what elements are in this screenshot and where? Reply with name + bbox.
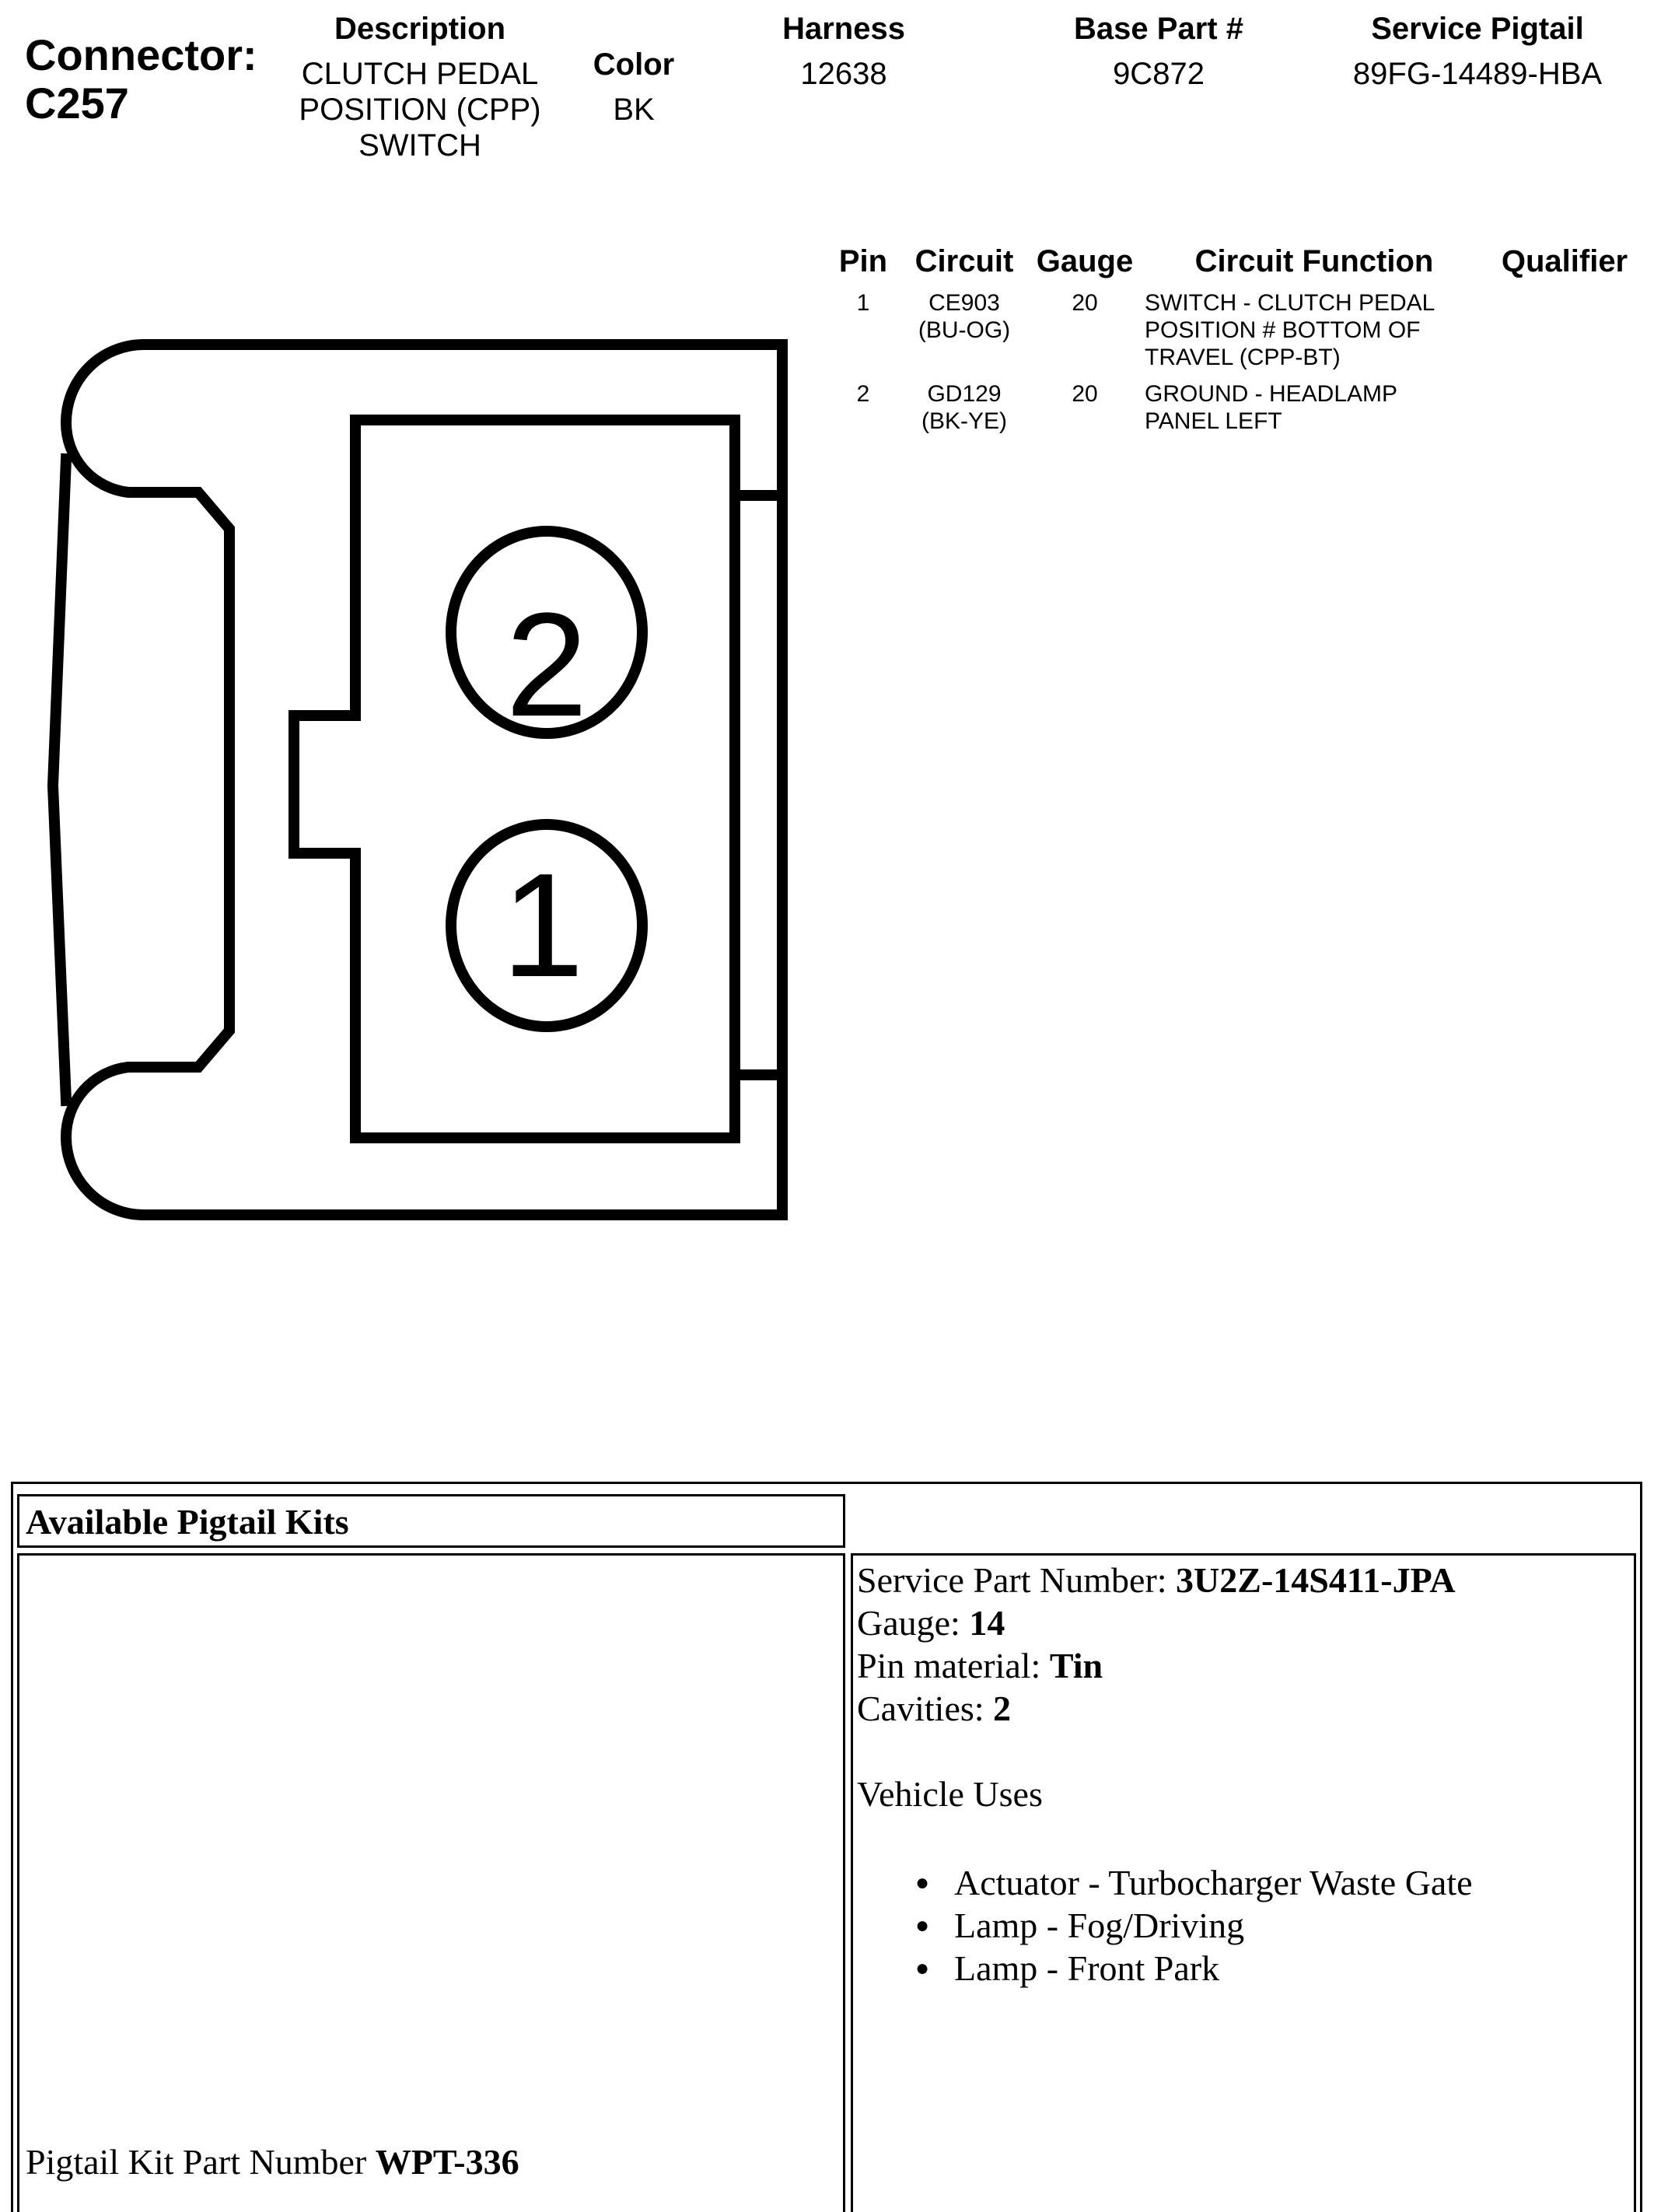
qualifier-column-header: Qualifier — [1501, 244, 1628, 278]
pigtail-details-box — [851, 1553, 1636, 2212]
connector-inner-body — [294, 420, 735, 1138]
cavities-row — [857, 1687, 1011, 1730]
vehicle-use-item — [915, 1947, 1473, 1990]
function-line: SWITCH - CLUTCH PEDAL — [1145, 290, 1435, 316]
service-pigtail-value: 89FG-14489-HBA — [1352, 57, 1603, 91]
connector-id: C257 — [25, 79, 129, 128]
vehicle-use-item — [915, 1861, 1473, 1904]
vehicle-uses-title: Vehicle Uses — [857, 1774, 1043, 1814]
description-line: CLUTCH PEDAL — [301, 57, 539, 91]
base-part-title: Base Part # — [1074, 12, 1243, 46]
function-line: PANEL LEFT — [1145, 408, 1282, 434]
description-line: SWITCH — [358, 128, 481, 163]
color-value: BK — [613, 93, 655, 127]
gauge-value: 14 — [969, 1603, 1005, 1643]
vehicle-use-item — [915, 1904, 1473, 1947]
cavities-value: 2 — [993, 1689, 1012, 1728]
description-title: Description — [334, 12, 506, 46]
circuit-column-header: Circuit — [914, 244, 1014, 278]
harness-title: Harness — [782, 12, 905, 46]
gauge-label: Gauge: — [857, 1603, 970, 1643]
gauge-cell: 20 — [1072, 290, 1098, 316]
circuit-function-cell — [1145, 380, 1487, 435]
circuit-id: GD129 — [927, 381, 1002, 407]
pin-material-label: Pin material: — [857, 1646, 1050, 1685]
pin-2-label: 2 — [505, 583, 588, 747]
bullet-icon: ● — [915, 1955, 930, 1981]
service-part-label: Service Part Number: — [857, 1560, 1177, 1600]
connector-left-face — [53, 459, 66, 1101]
vehicle-use-text: Lamp - Fog/Driving — [954, 1906, 1245, 1945]
pigtail-kit-image-box — [17, 1553, 845, 2212]
gauge-cell: 20 — [1072, 381, 1098, 407]
connector-housing-outline — [66, 345, 782, 1215]
connector-label: Connector: — [25, 30, 257, 79]
function-line: TRAVEL (CPP-BT) — [1145, 345, 1341, 370]
pin-material-value: Tin — [1049, 1646, 1103, 1685]
gauge-row — [857, 1601, 1005, 1644]
vehicle-use-text: Actuator - Turbocharger Waste Gate — [954, 1863, 1473, 1902]
bullet-icon: ● — [915, 1913, 930, 1938]
pigtail-kit-part-number — [26, 2140, 519, 2183]
service-pigtail-title: Service Pigtail — [1371, 12, 1584, 46]
kit-part-value: WPT-336 — [375, 2142, 519, 2182]
circuit-id: CE903 — [928, 290, 1000, 316]
circuit-cell — [902, 380, 1026, 435]
pin-material-row — [857, 1644, 1103, 1687]
color-title: Color — [593, 47, 675, 82]
service-part-number-row — [857, 1559, 1456, 1601]
base-part-value: 9C872 — [1113, 57, 1205, 91]
pin-number-cell: 2 — [856, 381, 870, 407]
circuit-function-cell — [1145, 289, 1487, 371]
connector-face-diagram — [0, 0, 855, 1260]
description-line: POSITION (CPP) — [299, 93, 541, 127]
harness-value: 12638 — [800, 57, 887, 91]
pigtail-title-box — [17, 1494, 845, 1548]
function-line: GROUND - HEADLAMP — [1145, 381, 1398, 407]
pin-column-header: Pin — [838, 244, 888, 278]
circuit-color: (BK-YE) — [921, 408, 1007, 434]
circuit-color: (BU-OG) — [918, 317, 1011, 343]
circuit-function-column-header: Circuit Function — [1194, 244, 1434, 278]
vehicle-uses-list — [915, 1861, 1473, 1990]
kit-part-label: Pigtail Kit Part Number — [26, 2142, 376, 2182]
bullet-icon: ● — [915, 1870, 930, 1895]
gauge-column-header: Gauge — [1036, 244, 1134, 278]
circuit-cell — [902, 289, 1026, 344]
pigtail-title: Available Pigtail Kits — [26, 1502, 349, 1542]
function-line: POSITION # BOTTOM OF — [1145, 317, 1421, 343]
vehicle-use-text: Lamp - Front Park — [954, 1948, 1220, 1988]
cavities-label: Cavities: — [857, 1689, 994, 1728]
pin-number-cell: 1 — [856, 290, 870, 316]
pin-1-label: 1 — [502, 843, 584, 1008]
service-part-value: 3U2Z-14S411-JPA — [1176, 1560, 1456, 1600]
